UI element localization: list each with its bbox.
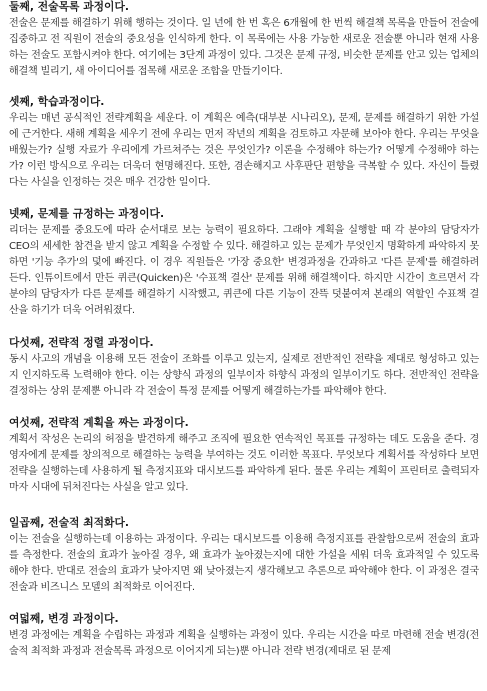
section-strategic-alignment bbox=[9, 337, 479, 400]
section-body: 동시 사고의 개념을 이용해 모든 전술이 조화를 이루고 있는지, 실제로 전반적인 전략을 제대로 형성하고 있는지 인지하도록 노력해야 한다. 이는 상향식 과정의 일부이자 하향식 과정의 일부이기도 하다. 전반적인 전략을 결정하는 상위 문제뿐 아니라 각 전술이 특정 문제를 어떻게 해결하는가를 파악해야 한다. bbox=[9, 354, 479, 397]
section-body: 리더는 문제를 중요도에 따라 순서대로 보는 능력이 필요하다. 그래야 계획을 실행할 때 각 분야의 담당자가 CEO의 세세한 참견을 받지 않고 계획을 수정할 수 있다. 해결하고 있는 문제가 무엇인지 명확하게 파악하지 못하면 '기능 추가'의 덫에 빠진다. 이 경우 직원들은 '가장 중요한' 변경과정을 간과하고 '다른 문제'를 해결하려 든다. 인튜이트에서 만든 퀴큰(Quicken)은 '수표책 결산' 문제를 위해 해결책이다. 하지만 시간이 흐르면서 각 분야의 담당자가 다른 문제를 해결하기 시작했고, 퀴큰에 다른 기능이 잔뜩 덧붙여져 본래의 역할인 수표책 결산을 하기가 더욱 어려워졌다. bbox=[9, 225, 479, 316]
section-body: 계획서 작성은 논리의 허점을 발견하게 해주고 조직에 필요한 연속적인 목표를 규정하는 데도 도움을 준다. 경영자에게 문제를 창의적으로 해결하는 능력을 부여하는 것도 이러한 목표다. 무엇보다 계획서를 작성하다 보면 전략을 실행하는데 사용하게 될 측정지표와 대시보드를 파악하게 된다. 물론 우리는 계획이 프린터로 출력되자마자 시대에 뒤처진다는 사실을 알고 있다. bbox=[9, 434, 479, 493]
section-tactical-optimization bbox=[9, 517, 479, 596]
section-heading: 여섯째, 전략적 계획을 짜는 과정이다. bbox=[9, 416, 189, 429]
section-body: 전술은 문제를 해결하기 위해 행하는 것이다. 일 년에 한 번 혹은 6개월에 한 번씩 해결책 목록을 만들어 전술에 집중하고 전 직원이 전술의 중요성을 인식하게 한다. 이 목록에는 사용 가능한 새로운 전술뿐 아니라 현재 사용하는 전술도 포함시켜야 한다. 여기에는 3단계 과정이 있다. 그것은 문제 규정, 비슷한 문제를 안고 있는 업체의 해결책 빌리기, 새 아이디어를 접목해 새로운 조합을 만들기이다. bbox=[9, 18, 479, 77]
section-heading: 여덟째, 변경 과정이다. bbox=[9, 612, 119, 625]
section-body: 변경 과정에는 계획을 수립하는 과정과 계획을 실행하는 과정이 있다. 우리는 시간을 따로 마련해 전술 변경(전술적 최적화 과정과 전술목록 과정으로 이어지게 되는)뿐 아니라 전략 변경(제대로 된 문제 bbox=[9, 630, 479, 657]
section-heading: 일곱째, 전술적 최적화다. bbox=[9, 516, 130, 529]
section-learning bbox=[9, 96, 479, 191]
section-strategic-planning bbox=[9, 417, 479, 496]
section-heading: 다섯째, 전략적 정렬 과정이다. bbox=[9, 336, 154, 349]
section-change-process bbox=[9, 613, 479, 660]
section-heading: 셋째, 학습과정이다. bbox=[9, 95, 105, 108]
section-problem-definition bbox=[9, 208, 479, 319]
section-body: 우리는 매년 공식적인 전략계획을 세운다. 이 계획은 예측(대부분 시나리오), 문제, 문제를 해결하기 위한 가설에 근거한다. 새해 계획을 세우기 전에 우리는 먼저 작년의 계획을 검토하고 자문해 보아야 한다. 우리는 무엇을 배웠는가? 실행 자료가 우리에게 가르쳐주는 것은 무엇인가? 이론을 수정해야 하는가? 어떻게 수정해야 하는가? 이런 방식으로 우리는 더욱더 현명해진다. 또한, 겸손해지고 사후판단 편향을 극복할 수 있다. 자신이 틀렸다는 사실을 인정하는 것은 매우 건강한 일이다. bbox=[9, 113, 479, 188]
section-body: 이는 전술을 실행하는데 이용하는 과정이다. 우리는 대시보드를 이용해 측정지표를 관찰함으로써 전술의 효과를 측정한다. 전술의 효과가 높아질 경우, 왜 효과가 높아졌는지에 대한 가설을 세워 더욱 효과적일 수 있도록 해야 한다. 반대로 전술의 효과가 낮아지면 왜 낮아졌는지 생각해보고 추론으로 파악해야 한다. 이 과정은 결국 전술과 비즈니스 모델의 최적화로 이어진다. bbox=[9, 534, 479, 593]
section-heading: 넷째, 문제를 규정하는 과정이다. bbox=[9, 207, 165, 220]
section-heading: 둘째, 전술목록 과정이다. bbox=[9, 0, 130, 13]
section-tactics-list bbox=[9, 1, 479, 80]
